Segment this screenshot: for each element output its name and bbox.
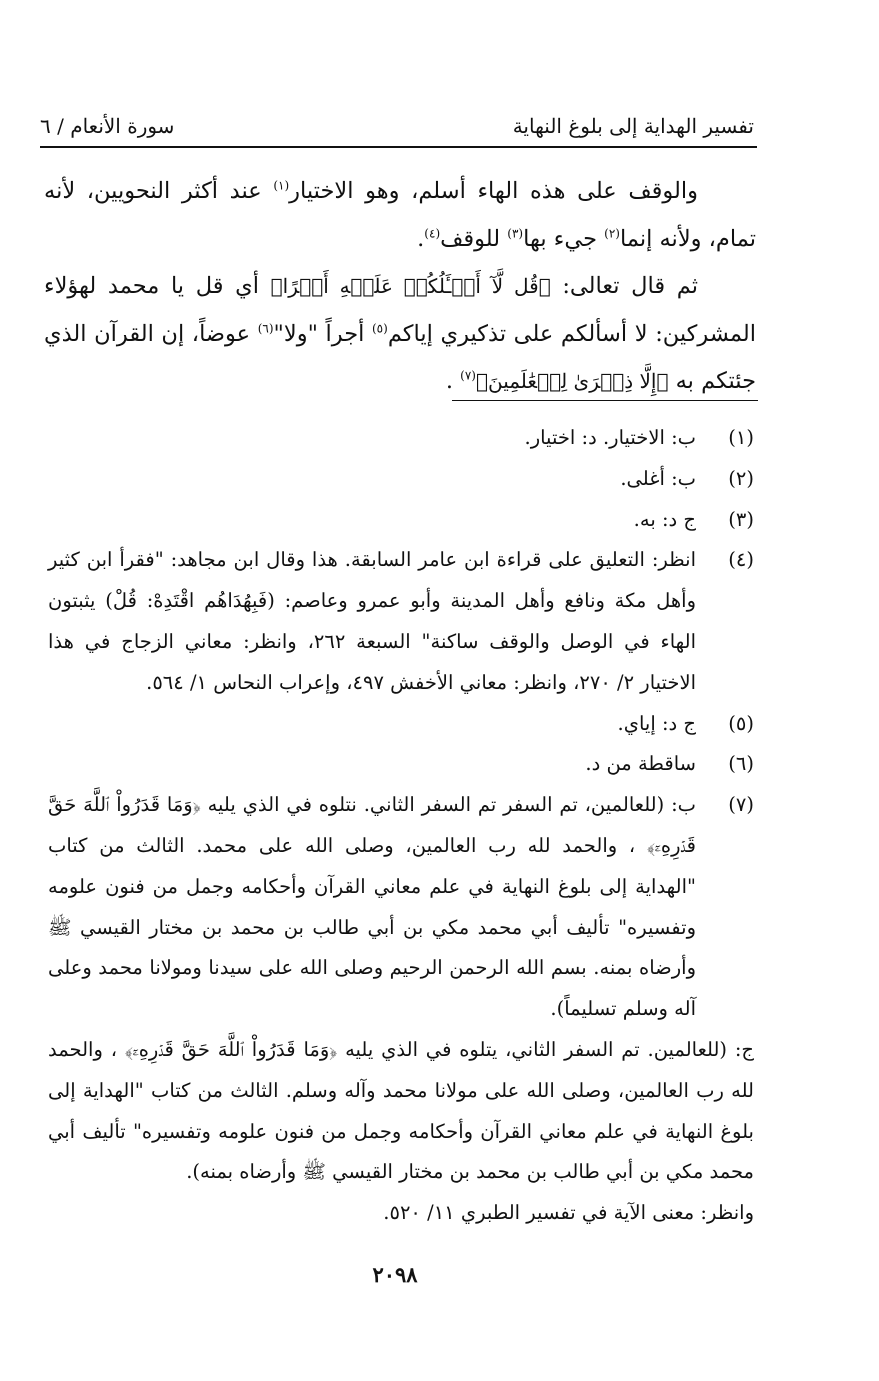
main-paragraph-1: والوقف على هذه الهاء أسلم، وهو الاختيار$^{(١)}$ عند أكثر النحويين، لأنه تمام، ولأنه إنما$^{(٢)}$ جيء بها$^{(٣)}$ للوقف$^{(٤)}$. [44,178,756,252]
footnote-number: (٢) [728,466,754,490]
footnote-4 [48,540,754,703]
running-header [40,108,754,138]
footnote-text: ب: (للعالمين، تم السفر تم السفر الثاني. نتلوه في الذي يليه ﴿وَمَا قَدَرُواْ ٱللَّهَ حَقَّ قَدۡرِهِۦٓ﴾ ، والحمد لله رب العالمين، وصلى الله على محمد. الثالث من كتاب "الهداية إلى بلوغ النهاية في علم معاني القرآن وأحكامه وجمل من فنون علومه وتفسيره" تأليف أبي محمد مكي بن أبي طالب بن محمد بن مختار القيسي ﷺ وأرضاه بمنه. بسم الله الرحمن الرحيم وصلى الله على سيدنا ومولانا محمد وعلى آله وسلم تسليماً). [48,793,696,1021]
footnote-number: (٦) [728,752,754,776]
footnote-number: (٥) [728,711,754,735]
footnote-ref-1[interactable]: (١) [273,178,290,193]
footnote-text: ب: الاختيار. د: اختيار. [524,426,696,449]
footnote-ref-2[interactable]: (٢) [604,226,620,240]
footnote-ref-4[interactable]: (٤) [424,226,441,240]
footnote-number: (٤) [728,548,754,572]
footnote-text: ج د: به. [633,507,696,531]
footnote-number: (١) [728,426,754,449]
footnote-number: (٣) [728,507,754,531]
footnote-ref-3[interactable]: (٣) [507,226,524,240]
footnotes [48,418,754,1234]
footnote-separator [452,400,758,401]
header-rule [40,146,757,148]
main-paragraph-2: ثم قال تعالى: ﴿قُل لَّآ أَسۡـَٔلُكُمۡ عَلَيۡهِ أَجۡرًا﴾ أي قل يا محمد لهؤلاء المشركين: لا أسألكم على تذكيري إياكم$^{(٥)}$ أجراً "ولا"$^{(٦)}$ عوضاً، إن القرآن الذي جئتكم به ﴿إِلَّا ذِكۡرَىٰ لِلۡعَٰلَمِينَ﴾$^{(٧)}$ . [44,273,756,394]
footnote-text: ج د: إياي. [617,711,696,735]
quran-verse-2: ﴿إِلَّا ذِكۡرَىٰ لِلۡعَٰلَمِينَ﴾ [475,369,669,393]
main-text [44,168,756,406]
quran-verse-1: ﴿قُل لَّآ أَسۡـَٔلُكُمۡ عَلَيۡهِ أَجۡرًا﴾ [270,274,551,298]
footnote-3 [48,500,754,541]
footnote-7 [48,785,754,1030]
footnote-ref-6[interactable]: (٦) [257,321,274,335]
footnote-2 [48,459,754,500]
surah-page-label: سورة الأنعام / ٦ [40,114,175,138]
book-title: تفسير الهداية إلى بلوغ النهاية [512,114,754,138]
page-number: ٢٠٩٨ [372,1262,418,1287]
footnote-text: انظر: التعليق على قراءة ابن عامر السابقة. هذا وقال ابن مجاهد: "فقرأ ابن كثير وأهل مكة ونافع وأهل المدينة وأبو عمرو وعاصم: (فَبِهُدَاهُم اقْتَدِهْ: قُلْ) يثبتون الهاء في الوصل والوقف ساكنة" السبعة ٢٦٢، وانظر: معاني الزجاج في هذا الاختيار ٢/ ٢٧٠، وانظر: معاني الأخفش ٤٩٧، وإعراب النحاس ١/ ٥٦٤. [48,548,697,694]
footnote-1 [48,418,754,459]
footnote-text: ب: أغلى. [620,466,696,490]
footnote-6 [48,744,754,785]
footnote-ref-5[interactable]: (٥) [371,321,388,335]
footnote-7-variant-j: ج: (للعالمين. تم السفر الثاني، يتلوه في الذي يليه ﴿وَمَا قَدَرُواْ ٱللَّهَ حَقَّ قَدۡرِهِۦٓ﴾ ، والحمد لله رب العالمين، وصلى الله على مولانا محمد وآله وسلم. الثالث من كتاب "الهداية إلى بلوغ النهاية في علم معاني القرآن وأحكامه وجمل من فنون علومه وتفسيره" تأليف أبي محمد مكي بن أبي طالب بن محمد بن مختار القيسي ﷺ وأرضاه بمنه). [48,1037,754,1184]
footnote-7-see-also: وانظر: معنى الآية في تفسير الطبري ١١/ ٥٢٠. [383,1201,754,1225]
footnote-5 [48,704,754,745]
footnote-text: ساقطة من د. [585,752,696,776]
footnote-number: (٧) [728,793,754,817]
footnote-ref-7[interactable]: (٧) [460,368,476,383]
